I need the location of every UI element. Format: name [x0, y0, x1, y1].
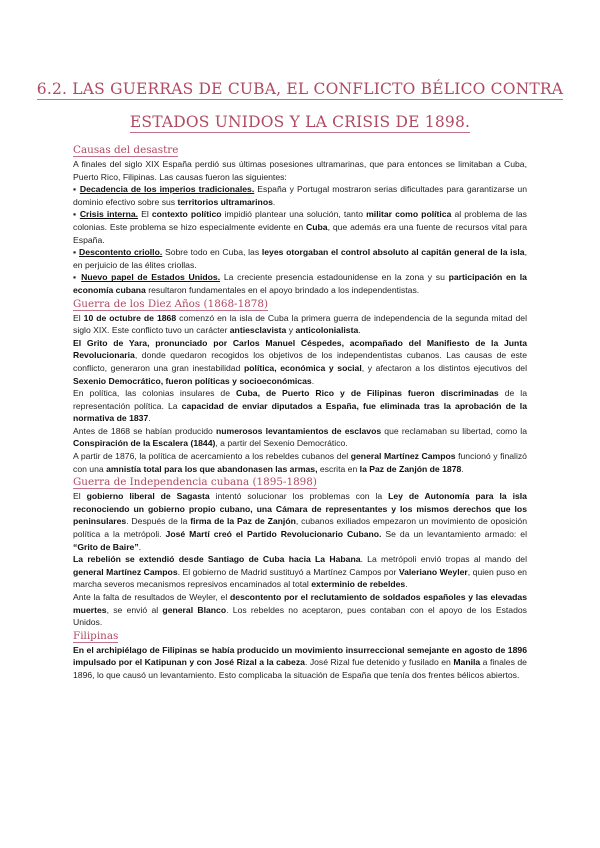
causas-bullet-3: ▪ Descontento criollo. Sobre todo en Cuba, las leyes otorgaban el control absoluto al capitán general de la isla, en perjuicio de las élites criollas. — [73, 247, 527, 270]
page-title-line-1: 6.2. LAS GUERRAS DE CUBA, EL CONFLICTO BÉLICO CONTRA — [36, 80, 564, 98]
section-heading-filipinas: Filipinas — [73, 629, 119, 642]
page-title-line-2: ESTADOS UNIDOS Y LA CRISIS DE 1898. — [129, 113, 471, 131]
causas-bullet-1: ▪ Decadencia de los imperios tradicionales. España y Portugal mostraron serias dificultades para garantizarse un dominio efectivo sobre sus territorios ultramarinos. — [73, 184, 527, 207]
document-body — [73, 143, 527, 682]
filipinas-paragraph-1: En el archipiélago de Filipinas se había producido un movimiento insurreccional semejante en agosto de 1896 impulsado por el Katipunan y con José Rizal a la cabeza. José Rizal fue detenido y fusilado en Manila a finales de 1896, lo que causó un levantamiento. Esto complicaba la situación de España que tenía dos frentes bélicos abiertos. — [73, 644, 527, 680]
diez-paragraph-1: El 10 de octubre de 1868 comenzó en la isla de Cuba la primera guerra de independencia de la segunda mitad del siglo XIX. Este conflicto tuvo un carácter antiesclavista y anticolonialista. — [73, 312, 527, 336]
section-heading-independencia: Guerra de Independencia cubana (1895-1898) — [73, 476, 317, 489]
diez-paragraph-2: El Grito de Yara, pronunciado por Carlos Manuel Céspedes, acompañado del Manifiesto de la Junta Revolucionaria, donde quedaron recogidos los objetivos de los independentistas cubanos. Las causas de este conflicto, generaron una gran inestabilidad política, económica y social, y afectaron a los distintos ejecutivos del Sexenio Democrático, fueron políticas y socioeconómicas. — [73, 337, 527, 386]
section-heading-diez-anos: Guerra de los Diez Años (1868-1878) — [73, 297, 269, 310]
causas-bullet-2: ▪ Crisis interna. El contexto político impidió plantear una solución, tanto militar como política al problema de las colonias. Este problema se hizo especialmente evidente en Cuba, que además era una fuente de recursos vital para España. — [73, 209, 527, 245]
section-heading-causas: Causas del desastre — [73, 144, 179, 156]
causas-bullet-4: ▪ Nuevo papel de Estados Unidos. La creciente presencia estadounidense en la zona y su participación en la economía cubana resultaron fundamentales en el apoyo brindado a los independentistas. — [73, 272, 527, 295]
diez-paragraph-5: A partir de 1876, la política de acercamiento a los rebeldes cubanos del general Martínez Campos funcionó y finalizó con una amnistía total para los que abandonasen las armas, escrita en la Paz de Zanjón de 1878. — [73, 451, 527, 474]
indep-paragraph-3: Ante la falta de resultados de Weyler, el descontento por el reclutamiento de soldados españoles y las elevadas muertes, se envió al general Blanco. Los rebeldes no aceptaron, pues contaban con el apoyo de los Estados Unidos. — [73, 592, 527, 628]
diez-paragraph-3: En política, las colonias insulares de Cuba, de Puerto Rico y de Filipinas fueron discriminadas de la representación política. La capacidad de enviar diputados a España, fue eliminada tras la aprobación de la normativa de 1837. — [73, 388, 527, 424]
causas-intro: A finales del siglo XIX España perdió sus últimas posesiones ultramarinas, que para entonces se limitaban a Cuba, Puerto Rico, Filipinas. Las causas fueron las siguientes: — [73, 159, 527, 182]
diez-paragraph-4: Antes de 1868 se habían producido numerosos levantamientos de esclavos que reclamaban su libertad, como la Conspiración de la Escalera (1844), a partir del Sexenio Democrático. — [73, 425, 527, 449]
indep-paragraph-1: El gobierno liberal de Sagasta intentó solucionar los problemas con la Ley de Autonomía para la isla reconociendo un gobierno propio cubano, una Cámara de representantes y los mismos derechos que los peninsulares. Después de la firma de la Paz de Zanjón, cubanos exiliados empezaron un movimiento de oposición política a la metrópoli. José Martí creó el Partido Revolucionario Cubano. Se da un levantamiento armado: el “Grito de Baire”. — [73, 491, 528, 552]
indep-paragraph-2: La rebelión se extendió desde Santiago de Cuba hacia La Habana. La metrópoli envió tropas al mando del general Martínez Campos. El gobierno de Madrid sustituyó a Martínez Campos por Valeriano Weyler, quien puso en marcha severos mecanismos represivos encaminados al total exterminio de rebeldes. — [73, 554, 527, 590]
